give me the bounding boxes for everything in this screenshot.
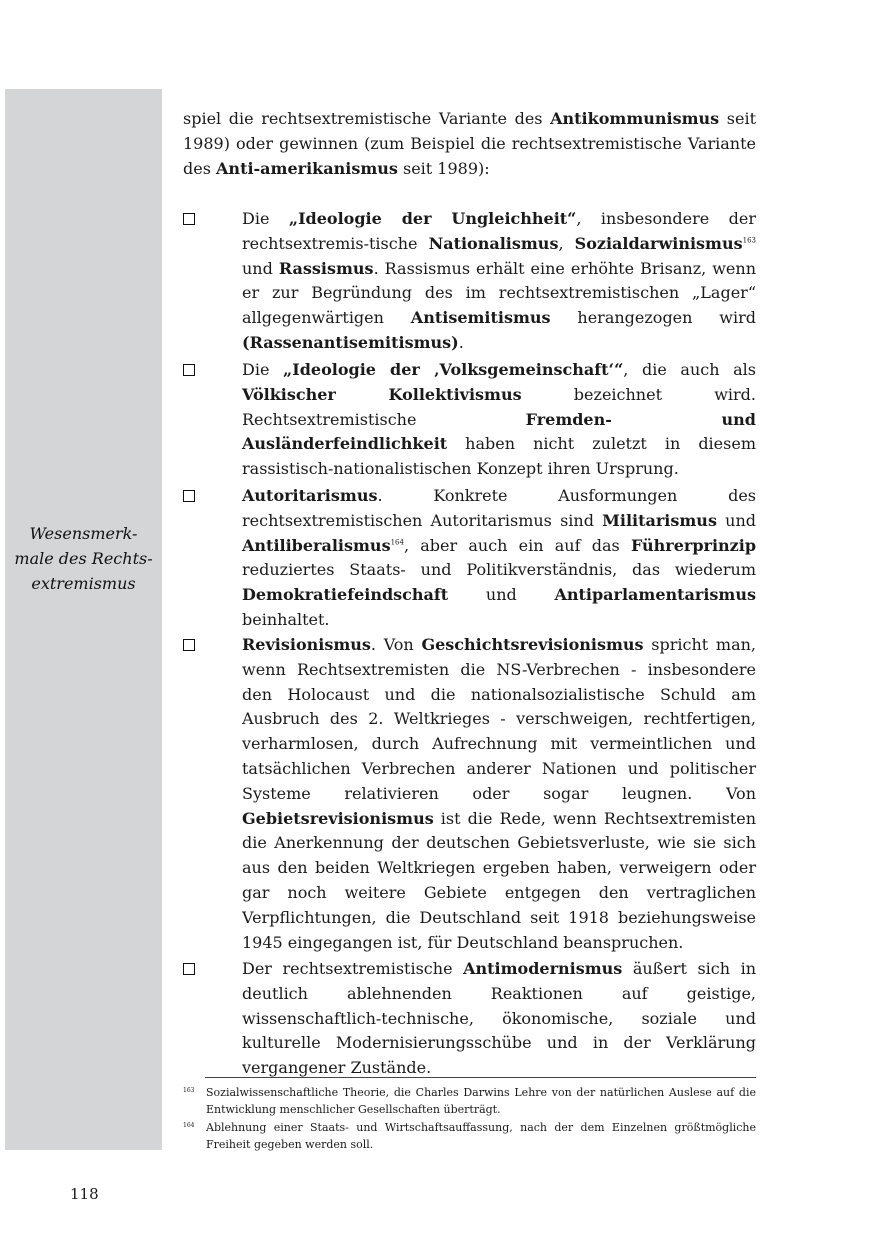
- term: Revisionismus: [242, 635, 371, 654]
- term-antikommunismus: Antikommunismus: [550, 109, 720, 128]
- margin-note-line-3: extremismus: [31, 574, 136, 593]
- term: Rassismus: [278, 258, 374, 278]
- term: Fremden- und Ausländerfeindlichkeit: [242, 409, 756, 454]
- footnote-text: Ablehnung einer Staats- und Wirtschaftsauffassung, nach der dem Einzelnen größtmögliche Freiheit gegeben werden soll.: [206, 1121, 756, 1151]
- term: Antisemitismus: [410, 308, 551, 328]
- footnote-number: 164: [183, 1122, 195, 1129]
- intro-text: spiel die rechtsextremistische Variante des: [183, 109, 551, 128]
- term: Antimodernismus: [463, 959, 623, 978]
- intro-text: seit 1989) oder gewinnen (zum Beispiel die rechtsextremistische Variante des: [183, 109, 756, 178]
- intro-paragraph: [183, 107, 756, 181]
- footnote-ref: 163: [742, 236, 756, 245]
- term: Antiliberalismus: [242, 535, 391, 555]
- page-number: 118: [70, 1185, 99, 1203]
- checkbox-square-icon: [183, 213, 195, 225]
- term: Geschichtsrevisionismus: [421, 635, 644, 654]
- bullet-text: Der rechtsextremistische Antimodernismus äußert sich in deutlich ablehnenden Reaktionen auf geistige, wissenschaftlich-technische, ökonomische, soziale und kulturelle Modernisierungsschübe und in der Verklärung vergangener Zustände.: [242, 959, 756, 1078]
- margin-note-line-2: male des Rechts-: [14, 549, 153, 568]
- footnote-text: Sozialwissenschaftliche Theorie, die Charles Darwins Lehre von der natürlichen Auslese auf die Entwicklung menschlicher Gesellschaften überträgt.: [206, 1086, 756, 1116]
- footnote-ref: 164: [390, 538, 404, 547]
- margin-note-line-1: Wesensmerk-: [29, 524, 138, 543]
- bullet-text: Autoritarismus. Konkrete Ausformungen des rechtsextremistischen Autoritarismus sind Militarismus und Antiliberalismus$^{164}$, aber auch ein auf das Führerprinzip reduziertes Staats- und Politikverständnis, das wiederum Demokratiefeindschaft und Antiparlamentarismus beinhaltet.: [242, 486, 757, 629]
- term-antiamerikanismus: Anti-amerikanismus: [216, 158, 398, 178]
- term: Antiparlamentarismus: [554, 585, 756, 605]
- term: „Ideologie der Ungleichheit“: [288, 209, 577, 228]
- bullet-text: Die „Ideologie der ‚Volksgemeinschaft‘“, die auch als Völkischer Kollektivismus bezeichnet wird. Rechtsextremistische Fremden- und Ausländerfeindlichkeit haben nicht zuletzt in diesem rassistisch-nationalistischen Konzept ihren Ursprung.: [242, 360, 756, 479]
- checkbox-square-icon: [183, 364, 195, 376]
- term: Führerprinzip: [630, 535, 756, 555]
- term: (Rassenantisemitismus): [242, 332, 459, 352]
- bullet-text: Revisionismus. Von Geschichtsrevisionismus spricht man, wenn Rechtsextremisten die NS-Verbrechen - insbesondere den Holocaust und die nationalsozialistische Schuld am Ausbruch des 2. Weltkrieges - verschweigen, rechtfertigen, verharmlosen, durch Aufrechnung mit vermeintlichen und tatsächlichen Verbrechen anderer Nationen und politischer Systeme relativieren oder sogar leugnen. Von Gebietsrevisionismus ist die Rede, wenn Rechtsextremisten die Anerkennung der deutschen Gebietsverluste, wie sie sich aus den beiden Weltkriegen ergeben haben, verweigern oder gar noch weitere Gebiete entgegen den vertraglichen Verpflichtungen, die Deutschland seit 1918 beziehungsweise 1945 eingegangen ist, für Deutschland beanspruchen.: [242, 635, 757, 952]
- term: Völkischer Kollektivismus: [242, 384, 522, 404]
- term: Gebietsrevisionismus: [242, 808, 434, 828]
- checkbox-square-icon: [183, 490, 195, 502]
- margin-note: [5, 521, 162, 596]
- term: „Ideologie der ‚Volksgemeinschaft‘“: [283, 360, 624, 379]
- term: Autoritarismus: [242, 486, 378, 505]
- bullet-text: Die „Ideologie der Ungleichheit“, insbesondere der rechtsextremis-tische Nationalismus, Sozialdarwinismus$^{163}$ und Rassismus. Rassismus erhält eine erhöhte Brisanz, wenn er zur Begründung des im rechtsextremistischen „Lager“ allgegenwärtigen Antisemitismus herangezogen wird (Rassenantisemitismus).: [242, 209, 757, 352]
- term: Demokratiefeindschaft: [242, 585, 449, 605]
- footnote-divider: [205, 1077, 756, 1078]
- checkbox-square-icon: [183, 963, 195, 975]
- intro-text: seit 1989):: [397, 158, 490, 178]
- margin-sidebar: [5, 89, 162, 1150]
- footnote-number: 163: [183, 1087, 195, 1094]
- term: Militarismus: [602, 510, 717, 530]
- term: Nationalismus: [428, 233, 559, 253]
- term: Sozialdarwinismus: [574, 233, 743, 253]
- checkbox-square-icon: [183, 639, 195, 651]
